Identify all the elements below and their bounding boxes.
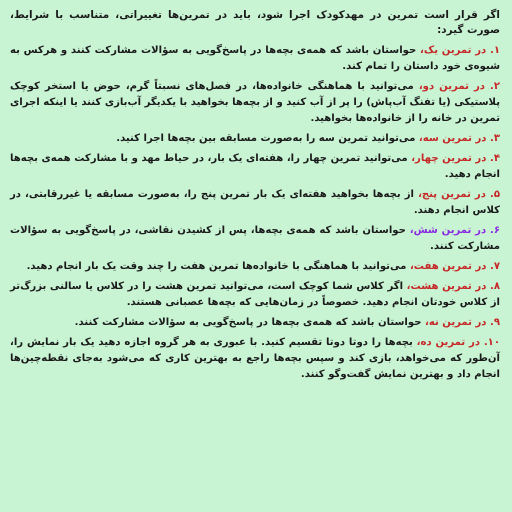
exercise-text: اگر کلاس شما کوچک است، می‌توانید تمرین هشت را در کلاس یا سالنی بزرگ‌تر از کلاس خودتان انجام دهید. خصوصاً در زمان‌هایی که بچه‌ها عصبانی هستند. [10, 281, 500, 308]
exercise-lead: ۴. در تمرین چهار، [411, 153, 500, 164]
exercise-text: حواستان باشد که همه‌ی بچه‌ها، پس از کشیدن نقاشی، در پاسخ‌گویی به سؤالات مشارکت کنند. [10, 225, 500, 252]
exercise-text: می‌توانید تمرین سه را به‌صورت مسابقه بین بچه‌ها اجرا کنید. [116, 133, 419, 144]
exercise-lead: ۵. در تمرین پنج، [418, 189, 500, 200]
exercise-item-1 [10, 43, 500, 75]
exercise-item-5 [10, 187, 500, 219]
exercise-text: حواستان باشد که همه‌ی بچه‌ها در پاسخ‌گویی به سؤالات مشارکت کنند و هرکس به شیوه‌ی خود داستان را تمام کند. [10, 45, 500, 72]
exercise-item-7 [10, 259, 500, 275]
exercise-lead: ۱. در تمرین یک، [420, 45, 500, 56]
exercise-text: از بچه‌ها بخواهید هفته‌ای یک بار تمرین پنج را، به‌صورت مسابقه یا غیررقابتی، در کلاس انجام دهند. [10, 189, 500, 216]
intro-paragraph: اگر قرار است تمرین در مهدکودک اجرا شود، باید در تمرین‌ها تغییراتی، متناسب با شرایط، صورت گیرد: [10, 9, 500, 36]
exercise-item-3 [10, 131, 500, 147]
exercise-text: می‌توانید با هماهنگی خانواده‌ها، در فصل‌های نسبتاً گرم، حوض یا استخر کوچک پلاستیکی (یا تفنگ آب‌پاش) را پر از آب کنید و از بچه‌ها بخواهید با یکدیگر آب‌بازی کنند یا اینکه اجرای تمرین در خانه را از خانواده‌ها بخواهید. [10, 81, 500, 124]
exercise-lead: ۱۰. در تمرین ده، [416, 337, 500, 348]
exercise-item-9 [10, 315, 500, 331]
exercise-lead: ۷. در تمرین هفت، [409, 261, 500, 272]
exercise-text: بچه‌ها را دوتا دوتا تقسیم کنید. با عبوری به هر گروه اجازه دهید یک بار نمایش را، آن‌طور که می‌خواهد، بازی کند و سپس بچه‌ها راجع به بهترین کاری که می‌شود به‌جای نقطه‌چین‌ها انجام داد و بهترین نمایش گفت‌وگو کنند. [10, 337, 500, 380]
exercise-lead: ۹. در تمرین نه، [425, 317, 500, 328]
exercise-item-6 [10, 223, 500, 255]
exercise-item-4 [10, 151, 500, 183]
exercise-item-8 [10, 279, 500, 311]
exercise-item-2 [10, 79, 500, 127]
exercise-text: حواستان باشد که همه‌ی بچه‌ها در پاسخ‌گویی به سؤالات مشارکت کنند. [74, 317, 425, 328]
exercise-lead: ۳. در تمرین سه، [418, 133, 500, 144]
exercise-text: می‌توانید تمرین چهار را، هفته‌ای یک بار، در حیاط مهد و با مشارکت همه‌ی بچه‌ها انجام دهید. [10, 153, 500, 180]
exercise-lead: ۶. در تمرین شش، [409, 225, 500, 236]
exercise-text: می‌توانید با هماهنگی با خانواده‌ها تمرین هفت را چند وقت یک بار انجام دهید. [26, 261, 410, 272]
exercise-lead: ۲. در تمرین دو، [418, 81, 500, 92]
exercise-item-10 [10, 335, 500, 383]
exercise-lead: ۸. در تمرین هشت، [406, 281, 500, 292]
